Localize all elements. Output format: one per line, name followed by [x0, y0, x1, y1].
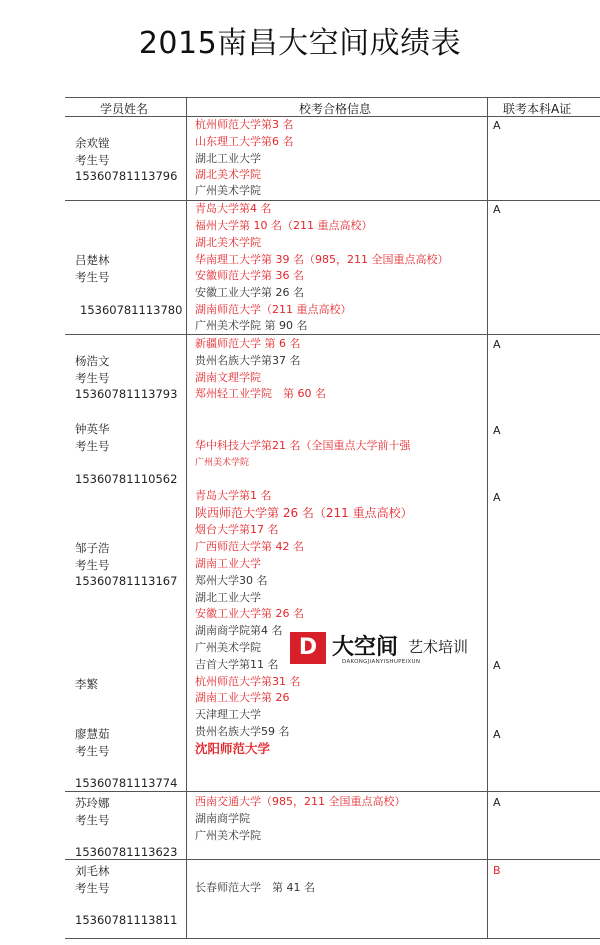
header-exam-grade: 联考本科A证 — [503, 102, 572, 116]
exam-number-label: 考生号 — [75, 744, 110, 758]
exam-number: 15360781113623 — [75, 845, 178, 859]
brand-logo — [290, 630, 500, 670]
row-divider — [65, 200, 600, 201]
exam-grade: A — [493, 659, 501, 672]
row-divider — [65, 334, 600, 335]
exam-number-label: 考生号 — [75, 813, 110, 827]
school-entry: 杭州师范大学第3 名 — [195, 118, 294, 131]
school-entry: 郑州轻工业学院 第 60 名 — [195, 387, 326, 400]
school-entry: 湖北工业大学 — [195, 591, 261, 604]
school-entry: 吉首大学第11 名 — [195, 658, 279, 671]
exam-number: 15360781113774 — [75, 776, 178, 790]
school-entry: 广西师范大学第 42 名 — [195, 540, 304, 553]
school-entry: 新疆师范大学 第 6 名 — [195, 337, 301, 350]
exam-number-label: 考生号 — [75, 558, 110, 572]
table-top-border — [65, 97, 600, 98]
student-name: 钟英华 — [75, 422, 110, 436]
school-entry: 湖南工业大学 — [195, 557, 261, 570]
school-entry: 湖北工业大学 — [195, 152, 261, 165]
school-entry: 广州美术学院 — [195, 458, 250, 468]
student-name: 邹子浩 — [75, 541, 110, 555]
logo-subtext: 艺术培训 — [408, 638, 469, 656]
school-entry: 广州美术学院 第 90 名 — [195, 319, 308, 332]
school-entry: 杭州师范大学第31 名 — [195, 675, 301, 688]
exam-grade: B — [493, 864, 501, 877]
logo-text: 大空间 — [332, 634, 399, 660]
student-name: 余欢镗 — [75, 136, 110, 150]
student-name: 吕楚林 — [75, 253, 110, 267]
school-entry: 青岛大学第4 名 — [195, 202, 272, 215]
student-name: 廖慧茹 — [75, 727, 110, 741]
school-entry: 华中科技大学第21 名（全国重点大学前十强 — [195, 439, 411, 452]
page-title: 2015南昌大空间成绩表 — [138, 26, 462, 61]
exam-grade: A — [493, 119, 501, 132]
school-entry: 郑州大学30 名 — [195, 574, 268, 587]
school-entry: 湖南文理学院 — [195, 371, 261, 384]
school-entry: 青岛大学第1 名 — [195, 489, 272, 502]
logo-icon: D — [290, 632, 326, 664]
exam-number-label: 考生号 — [75, 270, 110, 284]
school-entry: 安徽工业大学第 26 名 — [195, 286, 304, 299]
school-entry: 烟台大学第17 名 — [195, 523, 279, 536]
school-entry: 长春师范大学 第 41 名 — [195, 881, 315, 894]
school-entry: 湖北美术学院 — [195, 236, 261, 249]
row-divider — [65, 791, 600, 792]
exam-number: 15360781113793 — [75, 387, 178, 401]
school-entry: 贵州名族大学59 名 — [195, 725, 290, 738]
exam-grade: A — [493, 796, 501, 809]
school-entry: 安徽师范大学第 36 名 — [195, 269, 304, 282]
school-entry: 广州美术学院 — [195, 641, 261, 654]
school-entry: 湖南工业大学第 26 — [195, 691, 290, 704]
exam-number-label: 考生号 — [75, 439, 110, 453]
school-entry: 湖南商学院 — [195, 812, 250, 825]
school-entry: 湖南商学院第4 名 — [195, 624, 283, 637]
exam-number-label: 考生号 — [75, 881, 110, 895]
school-entry: 湖北美术学院 — [195, 168, 261, 181]
student-name: 杨浩文 — [75, 354, 110, 368]
row-divider — [65, 859, 600, 860]
exam-grade: A — [493, 491, 501, 504]
student-name: 刘毛林 — [75, 864, 110, 878]
school-entry: 天津理工大学 — [195, 708, 261, 721]
column-divider-1 — [186, 97, 187, 939]
exam-grade: A — [493, 424, 501, 437]
student-name: 李繁 — [75, 677, 98, 691]
school-entry: 沈阳师范大学 — [195, 741, 271, 756]
school-entry: 华南理工大学第 39 名（985，211 全国重点高校） — [195, 253, 449, 266]
exam-number: 15360781113811 — [75, 913, 178, 927]
exam-grade: A — [493, 338, 501, 351]
exam-number: 15360781113796 — [75, 169, 178, 183]
school-entry: 广州美术学院 — [195, 184, 261, 197]
table-bottom-border — [65, 938, 600, 939]
logo-english: DAKONGJIANYISHUPEIXUN — [342, 659, 421, 665]
exam-number: 15360781113780 — [80, 303, 183, 317]
school-entry: 湖南师范大学（211 重点高校） — [195, 303, 352, 316]
school-entry: 广州美术学院 — [195, 829, 261, 842]
school-entry: 山东理工大学第6 名 — [195, 135, 294, 148]
column-divider-2 — [487, 97, 488, 939]
exam-number: 15360781110562 — [75, 472, 178, 486]
school-entry: 福州大学第 10 名（211 重点高校） — [195, 219, 373, 232]
school-entry: 贵州名族大学第37 名 — [195, 354, 301, 367]
exam-number: 15360781113167 — [75, 574, 178, 588]
exam-grade: A — [493, 203, 501, 216]
header-student-name: 学员姓名 — [100, 102, 149, 116]
exam-number-label: 考生号 — [75, 371, 110, 385]
header-school-info: 校考合格信息 — [299, 102, 372, 116]
exam-grade: A — [493, 728, 501, 741]
student-name: 苏玲娜 — [75, 796, 110, 810]
school-entry: 西南交通大学（985，211 全国重点高校） — [195, 795, 406, 808]
school-entry: 陕西师范大学第 26 名（211 重点高校） — [195, 506, 413, 520]
exam-number-label: 考生号 — [75, 153, 110, 167]
school-entry: 安徽工业大学第 26 名 — [195, 607, 304, 620]
